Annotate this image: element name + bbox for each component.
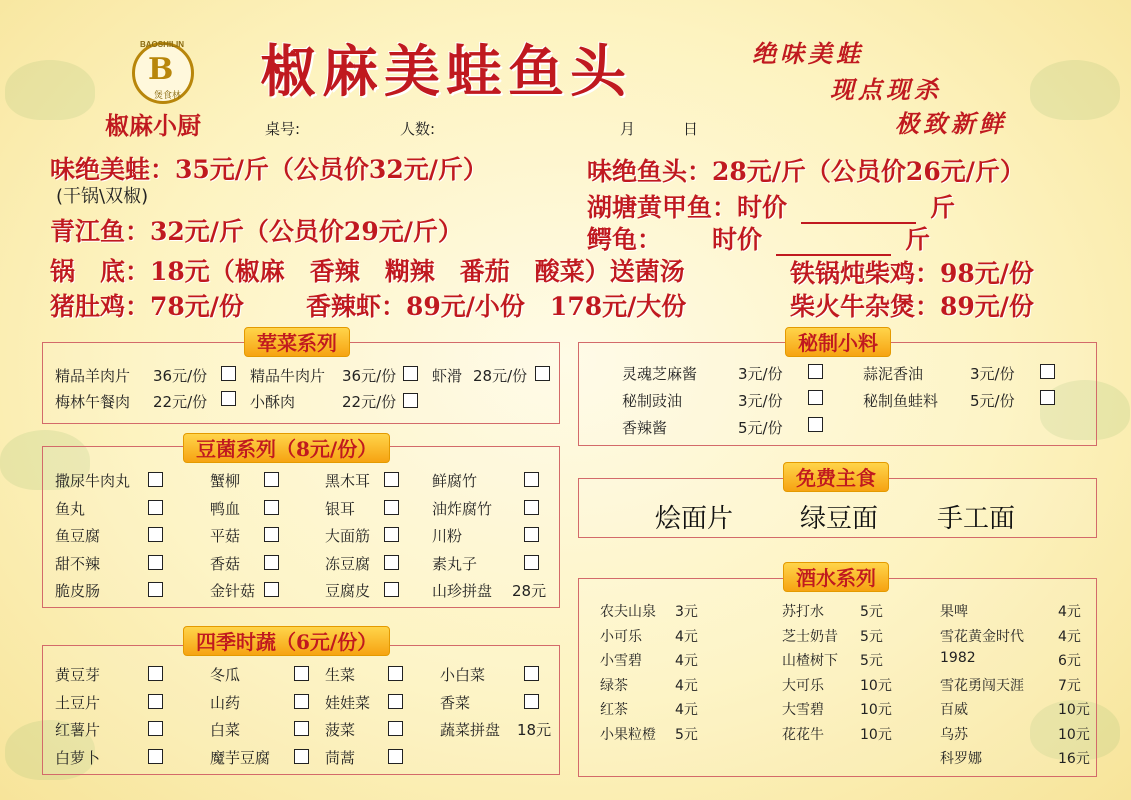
turtle-a-unit: 斤 (930, 193, 956, 222)
drink-price: 5元 (860, 604, 883, 620)
brand-name: 椒麻小厨 (105, 111, 201, 140)
sauce-item: 灵魂芝麻酱 (622, 365, 698, 383)
logo-cn: 煲食林 (154, 91, 182, 101)
logo-text: BAOSHILIN (140, 40, 184, 49)
tofu-item: 蟹柳 (210, 472, 241, 490)
drink-name: 果啤 (940, 604, 968, 620)
tofu-item: 山珍拼盘 (432, 582, 493, 600)
order-checkbox[interactable] (264, 582, 279, 597)
order-checkbox[interactable] (1040, 364, 1055, 379)
sauce-title: 秘制小料 (785, 327, 891, 357)
veg-item: 生菜 (325, 666, 356, 684)
order-checkbox[interactable] (524, 527, 539, 542)
drinks-title: 酒水系列 (783, 562, 889, 592)
order-checkbox[interactable] (264, 472, 279, 487)
drink-price: 3元 (675, 604, 698, 620)
order-checkbox[interactable] (148, 582, 163, 597)
price-beef-pot: 柴火牛杂煲：89元/份 (790, 292, 1034, 321)
drink-price: 4元 (1058, 628, 1081, 645)
drink-name: 百威 (940, 702, 968, 718)
order-checkbox[interactable] (384, 472, 399, 487)
drink-name: 苏打水 (782, 604, 824, 620)
sauce-item: 蒜泥香油 (863, 365, 924, 383)
veg-item: 红薯片 (55, 721, 101, 739)
day-label: 日 (683, 120, 699, 138)
sauce-price: 3元/份 (970, 365, 1015, 383)
turtle-b-price: 时价 (712, 225, 763, 254)
meat-item: 小酥肉 (250, 393, 296, 411)
veg-title: 四季时蔬（6元/份） (183, 626, 390, 656)
order-checkbox[interactable] (808, 417, 823, 432)
veg-item: 娃娃菜 (325, 693, 371, 712)
meat-price: 28元/份 (473, 367, 528, 385)
order-checkbox[interactable] (403, 393, 418, 408)
slogan-3: 极致新鲜 (895, 109, 1007, 138)
order-checkbox[interactable] (148, 721, 163, 736)
drink-price: 5元 (860, 653, 883, 669)
frog-watermark (1030, 60, 1120, 120)
meat-price: 36元/份 (153, 367, 208, 385)
tofu-item: 豆腐皮 (325, 582, 371, 600)
tofu-item: 金针菇 (210, 582, 256, 600)
price-fish-head: 味绝鱼头：28元/斤（公员价26元/斤） (587, 157, 1025, 186)
drink-price: 10元 (860, 677, 892, 694)
meat-item: 精品羊肉片 (55, 367, 131, 385)
tofu-item: 冻豆腐 (325, 554, 371, 573)
drink-name: 农夫山泉 (600, 604, 656, 620)
tofu-item: 鱼豆腐 (55, 527, 101, 545)
meat-price: 36元/份 (342, 367, 397, 385)
tofu-item: 川粉 (432, 527, 463, 545)
veg-item: 菠菜 (325, 721, 356, 739)
drink-name: 1982 (940, 650, 976, 666)
sauce-price: 3元/份 (738, 392, 783, 410)
veg-item: 茼蒿 (325, 748, 356, 767)
veg-item: 小白菜 (440, 666, 486, 684)
order-checkbox[interactable] (221, 391, 236, 406)
order-checkbox[interactable] (524, 472, 539, 487)
frog-note: (干锅\双椒) (56, 186, 149, 207)
tofu-item: 平菇 (210, 527, 241, 545)
drink-name: 小果粒橙 (600, 726, 656, 743)
tofu-item: 银耳 (325, 499, 356, 518)
staple-title: 免费主食 (783, 462, 889, 492)
drink-name: 花花牛 (782, 726, 824, 743)
price-turtle-a (587, 188, 955, 224)
meat-price: 22元/份 (153, 393, 208, 411)
drink-price: 16元 (1058, 751, 1090, 767)
drink-price: 4元 (1058, 604, 1081, 620)
order-checkbox[interactable] (148, 500, 163, 515)
price-spicy-shrimp: 香辣虾：89元/小份 178元/大份 (306, 292, 687, 321)
drink-price: 10元 (860, 702, 892, 718)
staple-item: 绿豆面 (800, 504, 879, 534)
tofu-item: 鸭血 (210, 499, 241, 518)
staple-item: 烩面片 (655, 504, 734, 534)
drink-name: 小可乐 (600, 628, 642, 645)
order-checkbox[interactable] (524, 694, 539, 709)
tofu-item: 鱼丸 (55, 499, 86, 518)
slogan-2: 现点现杀 (830, 75, 942, 104)
drink-price: 4元 (675, 702, 698, 718)
tofu-item: 大面筋 (325, 527, 371, 545)
turtle-a-price: 时价 (737, 193, 788, 222)
drink-price: 7元 (1058, 677, 1081, 694)
veg-item: 香菜 (440, 693, 471, 712)
sauce-item: 秘制豉油 (622, 392, 683, 410)
price-turtle-b (587, 220, 930, 256)
order-checkbox[interactable] (264, 527, 279, 542)
slogan-1: 绝味美蛙 (752, 39, 864, 68)
drink-price: 4元 (675, 628, 698, 645)
turtle-a-name: 湖塘黄甲鱼： (587, 193, 738, 222)
veg-item: 土豆片 (55, 693, 101, 712)
drink-price: 4元 (675, 677, 698, 694)
price-qingjiang: 青江鱼：32元/斤（公员价29元/斤） (50, 217, 463, 246)
table-label: 桌号: (265, 120, 301, 138)
order-checkbox[interactable] (388, 694, 403, 709)
order-checkbox[interactable] (294, 694, 309, 709)
drink-name: 红茶 (600, 702, 628, 718)
tofu-title: 豆菌系列（8元/份） (183, 433, 390, 463)
order-checkbox[interactable] (294, 666, 309, 681)
drink-name: 科罗娜 (940, 751, 982, 767)
order-checkbox[interactable] (1040, 390, 1055, 405)
tofu-item: 香菇 (210, 554, 241, 573)
sauce-price: 5元/份 (738, 419, 783, 437)
order-checkbox[interactable] (384, 582, 399, 597)
order-checkbox[interactable] (388, 749, 403, 764)
drink-price: 10元 (1058, 726, 1090, 743)
drink-name: 大可乐 (782, 677, 824, 694)
turtle-b-unit: 斤 (905, 225, 931, 254)
order-checkbox[interactable] (384, 527, 399, 542)
sauce-item: 秘制鱼蛙料 (863, 392, 939, 410)
tofu-item: 脆皮肠 (55, 582, 101, 600)
veg-item: 冬瓜 (210, 666, 241, 684)
veg-item: 黄豆芽 (55, 666, 101, 684)
veg-item: 白菜 (210, 721, 241, 739)
drink-name: 绿茶 (600, 677, 628, 694)
sauce-price: 5元/份 (970, 392, 1015, 410)
order-checkbox[interactable] (148, 666, 163, 681)
drink-price: 4元 (675, 653, 698, 669)
order-checkbox[interactable] (294, 749, 309, 764)
order-checkbox[interactable] (524, 500, 539, 515)
drink-name: 雪花勇闯天涯 (940, 677, 1024, 694)
drink-price: 5元 (675, 726, 698, 743)
order-checkbox[interactable] (148, 527, 163, 542)
turtle-b-name: 鳄龟： (587, 225, 663, 254)
veg-item: 魔芋豆腐 (210, 748, 271, 767)
price-frog: 味绝美蛙：35元/斤（公员价32元/斤） (50, 155, 488, 184)
order-checkbox[interactable] (384, 555, 399, 570)
order-checkbox[interactable] (264, 555, 279, 570)
order-checkbox[interactable] (388, 721, 403, 736)
order-checkbox[interactable] (384, 500, 399, 515)
tofu-item: 油炸腐竹 (432, 499, 493, 518)
drink-price: 10元 (1058, 702, 1090, 718)
tofu-item: 甜不辣 (55, 554, 101, 573)
tofu-item: 撒尿牛肉丸 (55, 472, 131, 490)
order-checkbox[interactable] (535, 366, 550, 381)
logo-letter: B (148, 52, 174, 87)
drink-name: 山楂树下 (782, 653, 838, 669)
month-label: 月 (620, 120, 636, 138)
order-checkbox[interactable] (148, 555, 163, 570)
page-title: 椒麻美蛙鱼头 (260, 39, 632, 105)
veg-item: 蔬菜拼盘 (440, 721, 501, 739)
drink-name: 雪花黄金时代 (940, 628, 1024, 645)
order-checkbox[interactable] (388, 666, 403, 681)
meat-title: 荤菜系列 (244, 327, 350, 357)
order-checkbox[interactable] (808, 364, 823, 379)
order-checkbox[interactable] (524, 666, 539, 681)
price-chicken-pot: 铁锅炖柴鸡：98元/份 (790, 259, 1034, 288)
order-checkbox[interactable] (148, 749, 163, 764)
drink-name: 芝士奶昔 (782, 628, 838, 645)
order-checkbox[interactable] (524, 555, 539, 570)
weight-blank (776, 234, 891, 256)
meat-price: 22元/份 (342, 393, 397, 411)
sauce-price: 3元/份 (738, 365, 783, 383)
veg-item: 山药 (210, 693, 241, 712)
sauce-item: 香辣酱 (622, 419, 668, 437)
staple-item: 手工面 (937, 504, 1016, 534)
tofu-item: 黑木耳 (325, 472, 371, 490)
drink-price: 6元 (1058, 653, 1081, 669)
drink-price: 10元 (860, 726, 892, 743)
people-label: 人数: (400, 120, 436, 138)
meat-item: 精品牛肉片 (250, 367, 326, 385)
order-checkbox[interactable] (403, 366, 418, 381)
drink-name: 小雪碧 (600, 653, 642, 669)
veg-item: 白萝卜 (55, 748, 101, 767)
price-pot-base: 锅 底：18元（椒麻 香辣 糊辣 番茄 酸菜）送菌汤 (50, 257, 685, 286)
order-checkbox[interactable] (294, 721, 309, 736)
platter-price: 28元 (512, 582, 547, 600)
drink-name: 大雪碧 (782, 702, 824, 718)
drink-price: 5元 (860, 628, 883, 645)
meat-item: 虾滑 (432, 367, 463, 385)
drink-name: 乌苏 (940, 726, 968, 743)
order-checkbox[interactable] (148, 694, 163, 709)
frog-watermark (5, 60, 95, 120)
meat-item: 梅林午餐肉 (55, 393, 131, 411)
price-pork-tripe: 猪肚鸡：78元/份 (50, 292, 244, 321)
tofu-item: 鲜腐竹 (432, 472, 478, 490)
tofu-item: 素丸子 (432, 554, 478, 573)
order-checkbox[interactable] (148, 472, 163, 487)
platter-price: 18元 (517, 721, 552, 739)
order-checkbox[interactable] (221, 366, 236, 381)
order-checkbox[interactable] (264, 500, 279, 515)
order-checkbox[interactable] (808, 390, 823, 405)
